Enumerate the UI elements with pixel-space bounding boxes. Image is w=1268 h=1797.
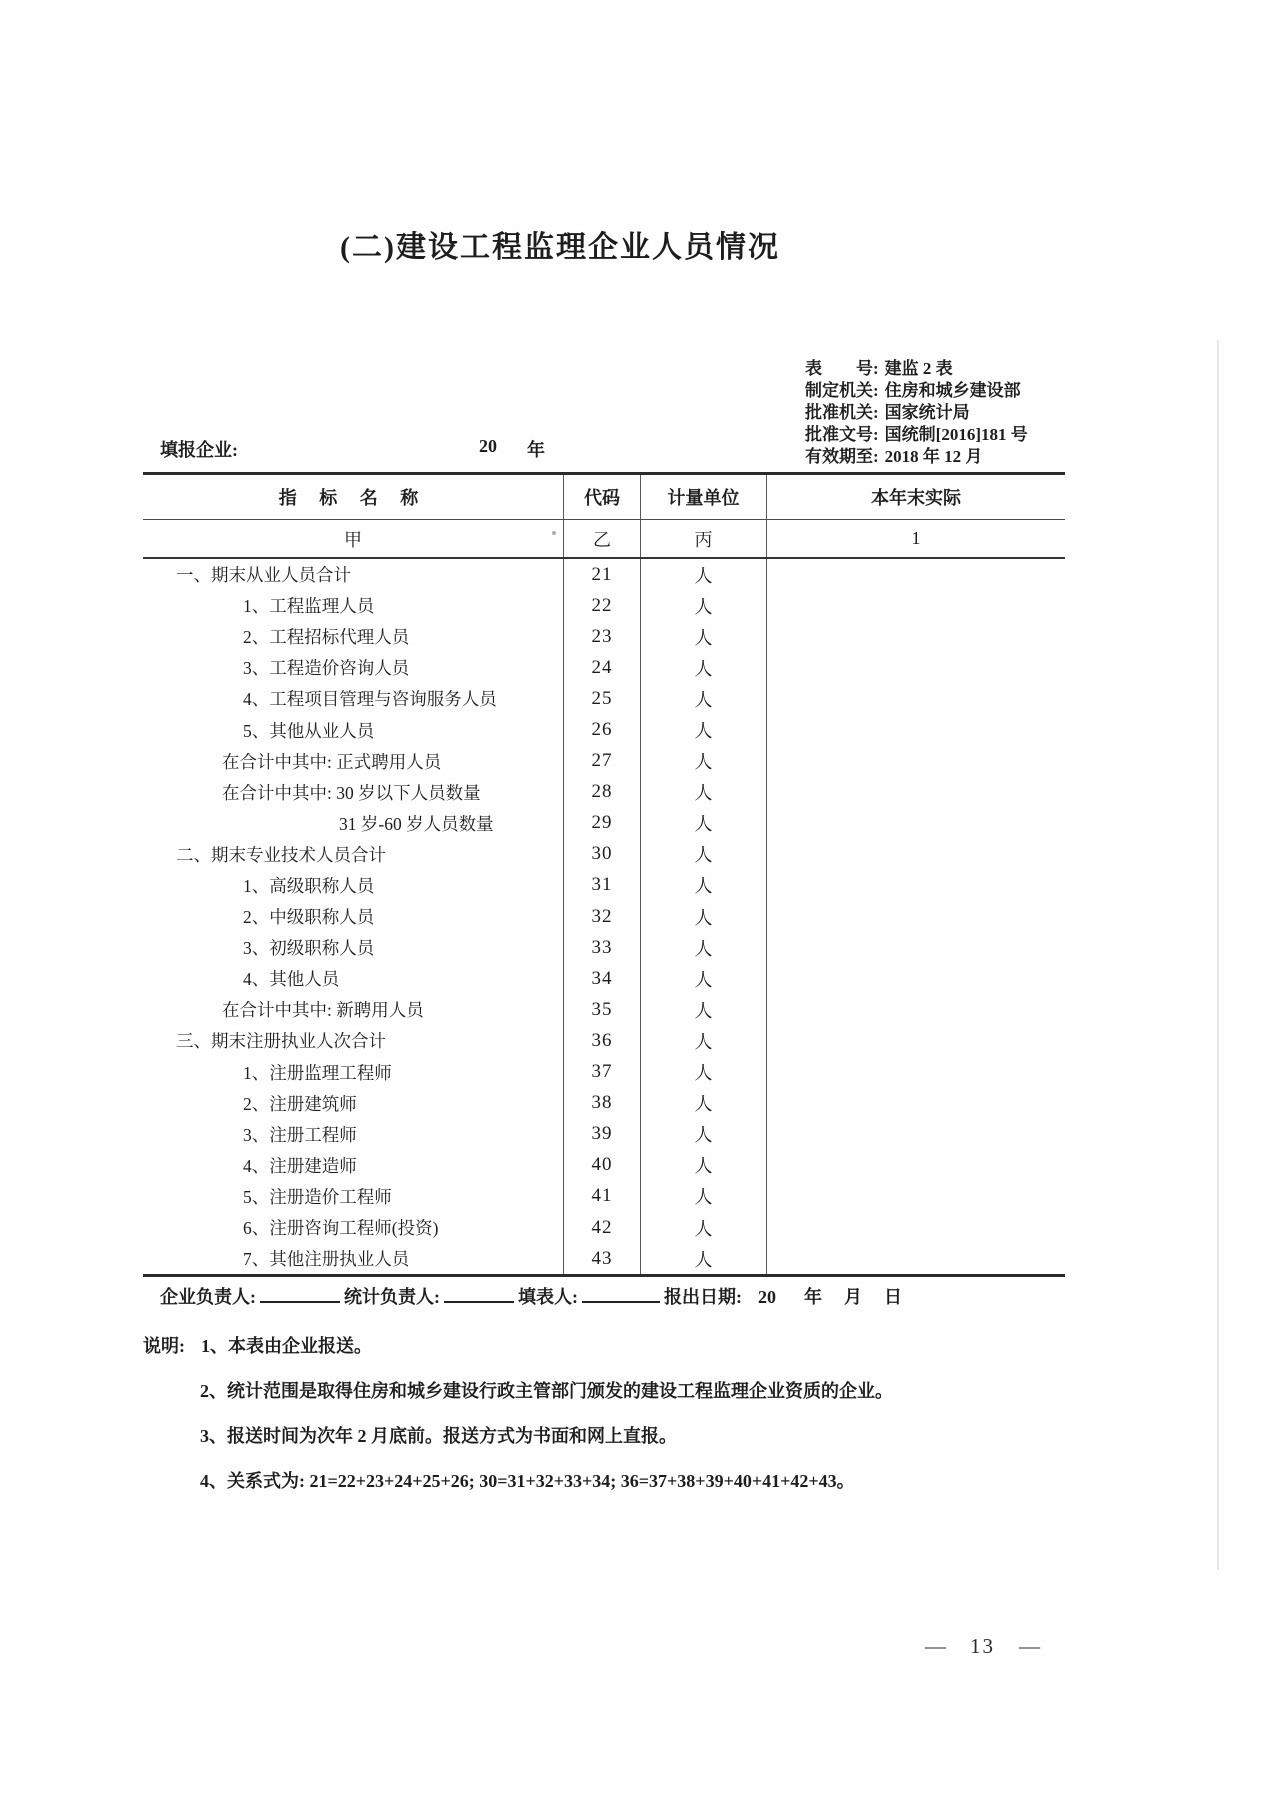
meta-value: 住房和城乡建设部 [884, 381, 1021, 400]
table-row [143, 652, 1065, 683]
value-cell [767, 590, 1065, 621]
date-year-char: 年 [804, 1287, 822, 1307]
indicator-name-cell: 4、注册建造师 [243, 1155, 357, 1176]
meta-line [805, 380, 1028, 402]
value-cell [767, 1181, 1065, 1212]
table-row [143, 839, 1065, 870]
value-cell [767, 683, 1065, 714]
header-year-end-actual: 本年末实际 [871, 488, 961, 508]
value-cell [767, 777, 1065, 808]
unit-cell: 人 [641, 870, 767, 901]
value-cell [767, 839, 1065, 870]
indicator-name-cell: 6、注册咨询工程师(投资) [243, 1218, 439, 1239]
meta-line [805, 358, 1028, 380]
value-cell [767, 621, 1065, 652]
indicator-name-cell: 2、注册建筑师 [243, 1093, 357, 1114]
unit-cell: 人 [641, 932, 767, 963]
table-row [143, 1057, 1065, 1088]
table-row [143, 621, 1065, 652]
value-cell [767, 746, 1065, 777]
table-row [143, 1181, 1065, 1212]
value-cell [767, 808, 1065, 839]
value-cell [767, 963, 1065, 994]
table-row [143, 932, 1065, 963]
unit-cell: 人 [641, 1243, 767, 1274]
signature-row [160, 1283, 1160, 1309]
meta-label: 表 号: [805, 359, 879, 378]
report-year-suffix: 年 [527, 440, 545, 460]
unit-cell: 人 [641, 777, 767, 808]
code-cell: 23 [563, 621, 641, 652]
scan-artifact-line [1217, 340, 1219, 1570]
unit-cell: 人 [641, 808, 767, 839]
code-cell: 24 [563, 652, 641, 683]
table-body [143, 559, 1065, 1274]
table-row [143, 1212, 1065, 1243]
notes-block [143, 1324, 893, 1504]
subheader-bing: 丙 [641, 520, 767, 557]
table-row [143, 683, 1065, 714]
meta-label: 有效期至: [805, 447, 879, 466]
unit-cell: 人 [641, 994, 767, 1025]
note-line-2 [143, 1369, 893, 1414]
unit-cell: 人 [641, 590, 767, 621]
report-year-prefix: 20 [479, 436, 497, 456]
table-header-row [143, 475, 1065, 520]
indicator-name-cell: 3、初级职称人员 [243, 938, 375, 959]
meta-value: 国家统计局 [884, 403, 970, 422]
subheader-1: 1 [911, 528, 921, 548]
indicator-name-cell: 31 岁-60 岁人员数量 [339, 813, 494, 834]
indicator-name-cell: 3、注册工程师 [243, 1124, 357, 1145]
code-cell: 40 [563, 1150, 641, 1181]
table-row [143, 994, 1065, 1025]
note-line-1 [143, 1324, 893, 1369]
page-number-dash-left: — [925, 1634, 946, 1658]
note-text: 4、关系式为: 21=22+23+24+25+26; 30=31+32+33+34; 36=37+38+39+40+41+42+43。 [200, 1471, 855, 1491]
unit-cell: 人 [641, 746, 767, 777]
unit-cell: 人 [641, 963, 767, 994]
code-cell: 26 [563, 714, 641, 745]
meta-value: 建监 2 表 [884, 359, 953, 378]
indicator-name-cell: 7、其他注册执业人员 [243, 1249, 410, 1270]
indicator-name-cell: 4、工程项目管理与咨询服务人员 [243, 689, 497, 710]
indicator-name-cell: 2、中级职称人员 [243, 907, 375, 928]
indicator-name-cell: 2、工程招标代理人员 [243, 627, 410, 648]
value-cell [767, 994, 1065, 1025]
table-row [143, 1243, 1065, 1274]
value-cell [767, 559, 1065, 590]
company-head-blank [260, 1285, 340, 1303]
subheader-jia: 甲 [344, 529, 362, 550]
report-date-label: 报出日期: [664, 1287, 742, 1307]
indicator-name-cell: 在合计中其中: 正式聘用人员 [222, 751, 442, 772]
indicator-name-cell: 二、期末专业技术人员合计 [176, 844, 386, 865]
code-cell: 32 [563, 901, 641, 932]
indicator-name-cell: 5、其他从业人员 [243, 720, 375, 741]
note-text: 2、统计范围是取得住房和城乡建设行政主管部门颁发的建设工程监理企业资质的企业。 [200, 1381, 893, 1401]
table-row [143, 746, 1065, 777]
stats-head-blank [444, 1285, 514, 1303]
unit-cell: 人 [641, 901, 767, 932]
table-row [143, 777, 1065, 808]
header-unit: 计量单位 [641, 475, 767, 519]
code-cell: 36 [563, 1025, 641, 1056]
table-subheader-row [143, 520, 1065, 559]
indicator-name-cell: 三、期末注册执业人次合计 [176, 1031, 386, 1052]
value-cell [767, 870, 1065, 901]
statistics-table [143, 472, 1065, 1277]
value-cell [767, 1088, 1065, 1119]
meta-label: 批准机关: [805, 403, 879, 422]
value-cell [767, 1243, 1065, 1274]
unit-cell: 人 [641, 839, 767, 870]
table-row [143, 559, 1065, 590]
code-cell: 29 [563, 808, 641, 839]
table-row [143, 901, 1065, 932]
code-cell: 22 [563, 590, 641, 621]
subheader-yi: 乙 [563, 520, 641, 557]
stats-head-label: 统计负责人: [344, 1287, 440, 1307]
unit-cell: 人 [641, 559, 767, 590]
code-cell: 39 [563, 1119, 641, 1150]
value-cell [767, 1212, 1065, 1243]
code-cell: 35 [563, 994, 641, 1025]
notes-label: 说明: [143, 1336, 185, 1356]
page-number-dash-right: — [1019, 1634, 1040, 1658]
table-row [143, 963, 1065, 994]
page-number [925, 1634, 1040, 1659]
value-cell [767, 652, 1065, 683]
form-filler-label: 填表人: [518, 1287, 578, 1307]
code-cell: 25 [563, 683, 641, 714]
unit-cell: 人 [641, 714, 767, 745]
code-cell: 33 [563, 932, 641, 963]
unit-cell: 人 [641, 683, 767, 714]
value-cell [767, 932, 1065, 963]
code-cell: 34 [563, 963, 641, 994]
value-cell [767, 1119, 1065, 1150]
table-row [143, 714, 1065, 745]
table-row [143, 590, 1065, 621]
value-cell [767, 1057, 1065, 1088]
unit-cell: 人 [641, 1057, 767, 1088]
reporting-enterprise-label: 填报企业: [160, 440, 238, 460]
unit-cell: 人 [641, 1181, 767, 1212]
table-row [143, 1119, 1065, 1150]
indicator-name-cell: 1、工程监理人员 [243, 596, 375, 617]
code-cell: 37 [563, 1057, 641, 1088]
table-row [143, 1150, 1065, 1181]
code-cell: 31 [563, 870, 641, 901]
page-title: (二)建设工程监理企业人员情况 [340, 231, 780, 264]
unit-cell: 人 [641, 652, 767, 683]
meta-label: 制定机关: [805, 381, 879, 400]
value-cell [767, 901, 1065, 932]
code-cell: 28 [563, 777, 641, 808]
unit-cell: 人 [641, 621, 767, 652]
meta-label: 批准文号: [805, 425, 879, 444]
table-row [143, 1025, 1065, 1056]
value-cell [767, 1025, 1065, 1056]
unit-cell: 人 [641, 1150, 767, 1181]
unit-cell: 人 [641, 1088, 767, 1119]
note-line-4 [143, 1459, 893, 1504]
date-month-char: 月 [844, 1287, 862, 1307]
code-cell: 38 [563, 1088, 641, 1119]
code-cell: 27 [563, 746, 641, 777]
meta-line [805, 402, 1028, 424]
indicator-name-cell: 4、其他人员 [243, 969, 340, 990]
indicator-name-cell: 一、期末从业人员合计 [176, 565, 351, 586]
reporting-enterprise-row [0, 436, 1268, 462]
table-row [143, 808, 1065, 839]
date-day-char: 日 [884, 1287, 902, 1307]
indicator-name-cell: 1、高级职称人员 [243, 875, 375, 896]
value-cell [767, 714, 1065, 745]
page-number-value: 13 [970, 1634, 995, 1658]
unit-cell: 人 [641, 1119, 767, 1150]
indicator-name-cell: 在合计中其中: 新聘用人员 [222, 1000, 424, 1021]
code-cell: 21 [563, 559, 641, 590]
unit-cell: 人 [641, 1025, 767, 1056]
code-cell: 41 [563, 1181, 641, 1212]
indicator-name-cell: 5、注册造价工程师 [243, 1186, 392, 1207]
company-head-label: 企业负责人: [160, 1287, 256, 1307]
indicator-name-cell: 在合计中其中: 30 岁以下人员数量 [222, 782, 481, 803]
note-text: 1、本表由企业报送。 [201, 1336, 372, 1356]
form-filler-blank [582, 1285, 660, 1303]
code-cell: 42 [563, 1212, 641, 1243]
value-cell [767, 1150, 1065, 1181]
note-text: 3、报送时间为次年 2 月底前。报送方式为书面和网上直报。 [200, 1426, 677, 1446]
meta-value: 2018 年 12 月 [884, 447, 983, 466]
note-line-3 [143, 1414, 893, 1459]
header-indicator-name: 指 标 名 称 [278, 488, 428, 508]
code-cell: 30 [563, 839, 641, 870]
date-year-prefix: 20 [758, 1287, 776, 1307]
header-code: 代码 [563, 475, 641, 519]
indicator-name-cell: 1、注册监理工程师 [243, 1062, 392, 1083]
unit-cell: 人 [641, 1212, 767, 1243]
code-cell: 43 [563, 1243, 641, 1274]
indicator-name-cell: 3、工程造价咨询人员 [243, 658, 410, 679]
meta-value: 国统制[2016]181 号 [884, 425, 1028, 444]
table-row [143, 1088, 1065, 1119]
table-row [143, 870, 1065, 901]
